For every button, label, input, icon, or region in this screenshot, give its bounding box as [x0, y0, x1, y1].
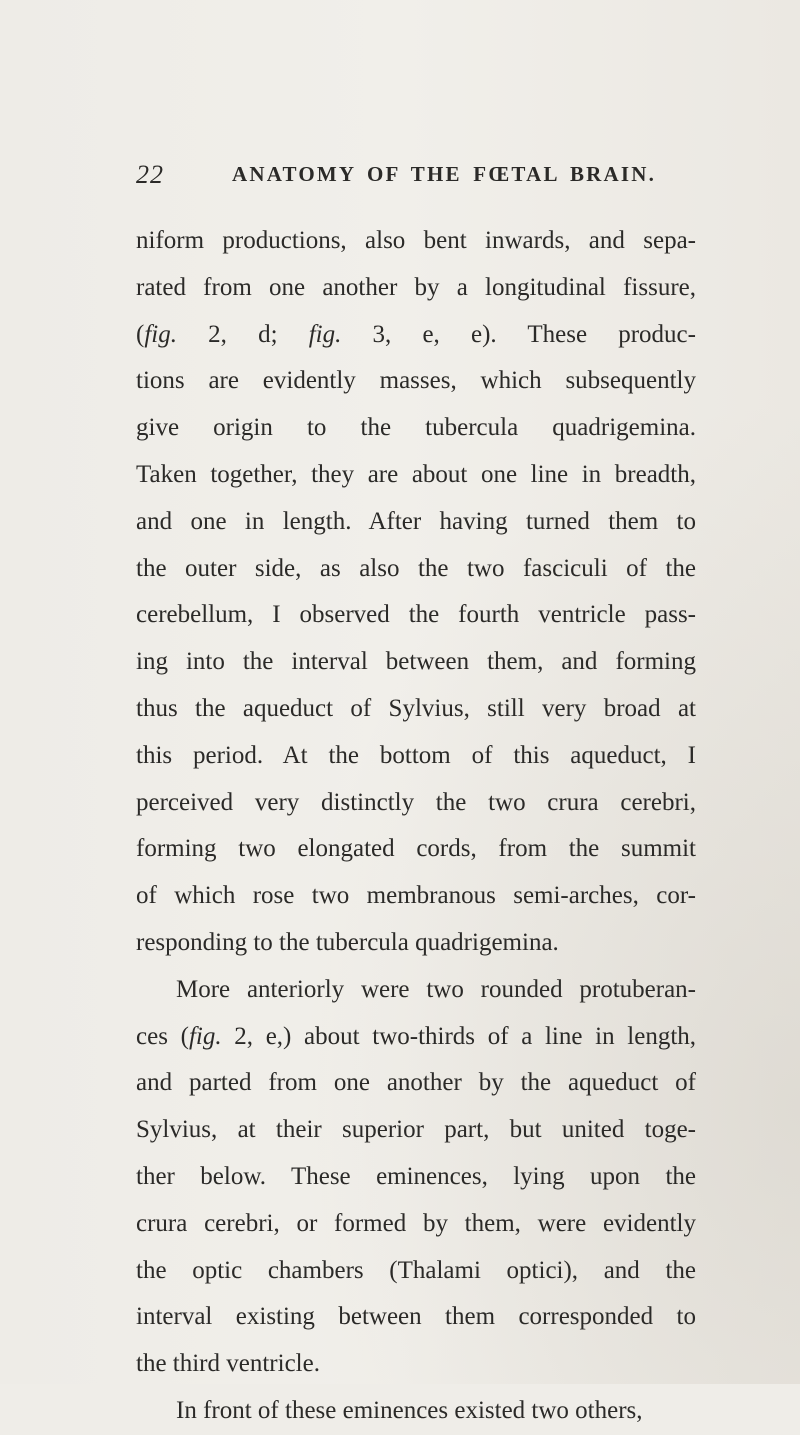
page-number: 22: [136, 160, 164, 189]
text-line: thus the aqueduct of Sylvius, still very broad at: [136, 694, 696, 722]
text-line: forming two elongated cords, from the summit: [136, 835, 696, 863]
text-line: responding to the tubercula quadrigemina.: [136, 928, 559, 956]
text-line: the third ventricle.: [136, 1350, 320, 1378]
text-line: cerebellum, I observed the fourth ventricle pass-: [136, 601, 696, 629]
text-line: give origin to the tubercula quadrigemina.: [136, 414, 696, 442]
text-line: tions are evidently masses, which subsequently: [136, 367, 696, 395]
running-title: ANATOMY OF THE FŒTAL BRAIN.: [232, 162, 657, 186]
text-line: the optic chambers (Thalami optici), and the: [136, 1256, 696, 1284]
text-line: ces (fig. 2, e,) about two-thirds of a line in length,: [136, 1022, 697, 1050]
paragraph-start-line: More anteriorly were two rounded protuberan-: [176, 975, 696, 1003]
text-line: interval existing between them corresponded to: [136, 1303, 696, 1331]
text-line: and parted from one another by the aqueduct of: [136, 1069, 696, 1097]
text-line: the outer side, as also the two fasciculi of the: [136, 554, 696, 582]
figure-reference: fig.: [188, 1022, 222, 1050]
text-line: Taken together, they are about one line in breadth,: [136, 460, 696, 488]
text-line: this period. At the bottom of this aqueduct, I: [136, 741, 696, 769]
text-line: crura cerebri, or formed by them, were evidently: [136, 1209, 696, 1237]
text-line: Sylvius, at their superior part, but united toge-: [136, 1116, 696, 1144]
text-line: rated from one another by a longitudinal fissure,: [136, 273, 696, 301]
running-head: [136, 160, 736, 192]
text-line: and one in length. After having turned them to: [136, 507, 696, 535]
paragraph-start-line: In front of these eminences existed two others,: [176, 1396, 643, 1424]
figure-reference: fig.: [308, 320, 342, 348]
text-line: of which rose two membranous semi-arches, cor-: [136, 882, 696, 910]
text-line: (fig. 2, d; fig. 3, e, e). These produc-: [136, 320, 696, 348]
text-line: ing into the interval between them, and forming: [136, 648, 696, 676]
body-text: [136, 218, 696, 1435]
text-line: ther below. These eminences, lying upon the: [136, 1162, 696, 1190]
text-line: perceived very distinctly the two crura cerebri,: [136, 788, 696, 816]
text-line: niform productions, also bent inwards, and sepa-: [136, 227, 696, 254]
figure-reference: fig.: [144, 320, 177, 348]
